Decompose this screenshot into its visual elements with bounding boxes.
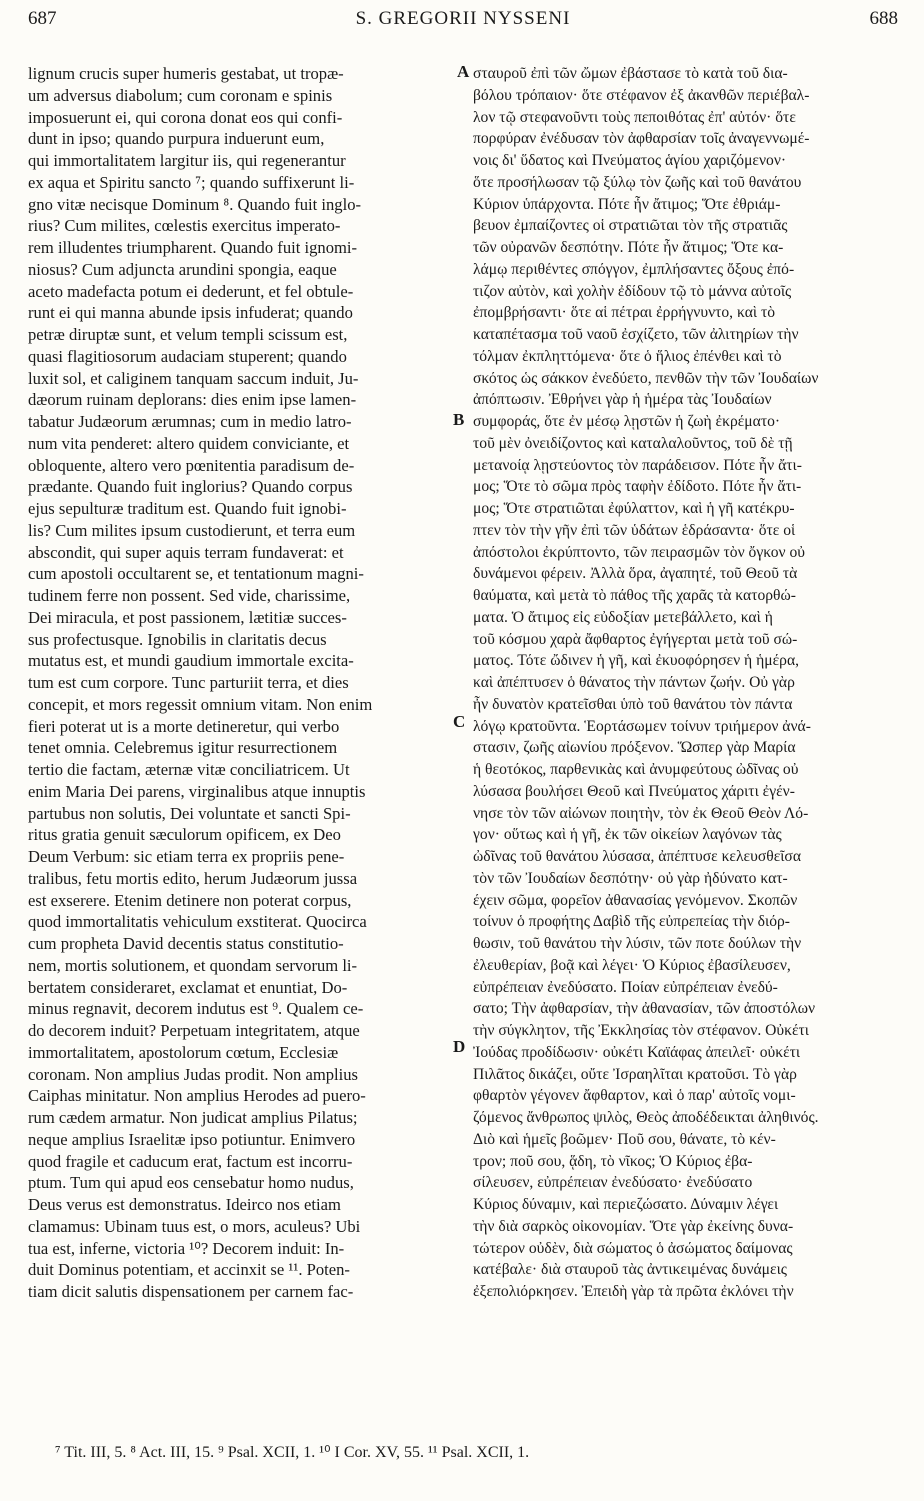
greek-text-line: έχειν σῶμα, φορεῖον ἀθανασίας γενόμενον. Σκοπῶν [473,891,798,909]
latin-text-line: clamamus: Ubinam tuus est, o mors, aculeus? Ubi [28,1216,361,1236]
latin-text-line: quod fragile et caducum erat, factum est incorru- [28,1151,353,1171]
greek-text-line: τοίνυν ὁ προφήτης Δαβὶδ τῆς εὐπρεπείας τὴν διόρ- [473,913,790,931]
latin-text-line: coronam. Non amplius Judas prodit. Non amplius [28,1064,358,1084]
greek-text-line: τὴν διὰ σαρκὸς οἰκονομίαν. Ὅτε γὰρ ἐκείνης δυνα- [473,1217,794,1235]
latin-text-line: runt ei qui manna abunde ipsis infuderat; quando [28,303,353,323]
latin-text-line: ejus sepulturæ traditum est. Quando fuit ignobi- [28,499,347,518]
greek-text-line: σταυροῦ ἐπὶ τῶν ὤμων ἐβάστασε τὸ κατὰ τοῦ δια- [473,65,788,82]
greek-column [473,63,905,1303]
latin-text-line: num vita penderet: altero quidem conviciante, et [28,433,350,453]
latin-text-line: est exserere. Etenim detinere non poterat corpus, [28,890,352,910]
section-marker-b: B [453,410,465,429]
greek-text-line: Ἰούδας προδίδωσιν· οὐκέτι Καϊάφας ἀπειλεῖ· οὐκέτι [473,1043,801,1061]
page-header [28,8,898,36]
latin-text-line: rum cædem armatur. Non judicat amplius Pilatus; [28,1108,358,1127]
greek-text-line: ἐξεπολιόρκησεν. Ἐπειδὴ γὰρ τὰ πρῶτα ἐκλόνει τὴν [473,1283,794,1300]
greek-text-line: μος; Ὅτε στρατιῶται ἐφύλαττον, καὶ ἡ γῆ κατέκρυ- [473,500,795,517]
latin-text-line: tua est, inferne, victoria ¹⁰? Decorem induit: In- [28,1238,345,1258]
latin-text-line: prædante. Quando fuit inglorius? Quando corpus [28,477,353,497]
greek-text-line: τῶν οὐρανῶν δεσπότην. Πότε ἦν ἄτιμος; Ὅτε κα- [473,239,784,256]
section-marker-d: D [453,1037,466,1056]
latin-text-line: enim Maria Dei parens, virginalibus atque innuptis [28,781,366,801]
latin-text-line: tenet omnia. Celebremus igitur resurrectionem [28,738,338,758]
latin-text-line: ritus gratia genuit sæculorum opificem, ex Deo [28,825,341,845]
greek-text-line: θωσιν, τοῦ θανάτου τὴν λύσιν, τῶν ποτε δούλων τὴν [473,935,802,952]
greek-text-line: πορφύραν ἐνέδυσαν τὸν ἀφθαρσίαν τοῖς ἀναγεννωμέ- [473,130,810,148]
latin-text-line: tertio die factam, æternæ vitæ conciliatricem. Ut [28,760,350,779]
greek-text-line: νησε τὸν τῶν αἰώνων ποιητὴν, τὸν ἐκ Θεοῦ Θεὸν Λό- [473,804,809,822]
latin-text-line: tralibus, fetu mortis edito, herum Judæorum jussa [28,868,358,888]
latin-text-line: Dei miracula, et post passionem, lætitiæ succes- [28,607,347,627]
greek-text-line: πτεν τὸν τὴν γῆν ἐπὶ τῶν ὑδάτων ἑδράσαντα· ὅτε οἱ [473,521,796,539]
latin-text-line: rius? Cum milites, cœlestis exercitus imperato- [28,216,341,236]
latin-text-line: um adversus diabolum; cum coronam e spinis [28,85,333,105]
greek-text-line: βόλου τρόπαιον· ὅτε στέφανον ἐξ ἀκανθῶν περιέβαλ- [473,86,810,104]
page-number-right: 688 [869,8,898,29]
greek-text-line: ἡ θεοτόκος, παρθενικὰς καὶ ἀνυμφεύτους ὠδῖνας οὐ [473,761,799,778]
greek-text-line: Πιλᾶτος δικάζει, οὔτε Ἰσραηλῖται κρατοῦσι. Τὸ γὰρ [473,1065,797,1083]
latin-text-line: tabatur Judæorum ærumnas; cum in medio latro- [28,412,352,431]
greek-text-line: ματα. Ὁ ἄτιμος εἰς εὐδοξίαν μετεβάλλετο, καὶ ἡ [473,608,773,626]
latin-text-line: petræ diruptæ sunt, et velum templi scissum est, [28,325,348,344]
latin-text-line: do decorem induit? Perpetuam integritatem, atque [28,1021,360,1040]
greek-text-line: τὴν σύγκλητον, τῆς Ἐκκλησίας τὸν στέφανον. Οὐκέτι [473,1022,809,1039]
greek-text-line: σίλευσεν, εὐπρέπειαν ἐνεδύσατο· ἐνεδύσατο [473,1174,753,1192]
latin-text-line: mutatus est, et mundi gaudium immortale excita- [28,651,354,671]
running-title: S. GREGORII NYSSENI [355,8,571,29]
greek-text-line: μετανοίᾳ λῃστεύοντος τὸν παράδεισον. Πότε ἦν ἄτι- [473,456,802,474]
latin-text-line: nem, mortis solutionem, et quondam servorum li- [28,955,358,975]
greek-text-line: νοις δι' ὕδατος καὶ Πνεύματος ἁγίου χαριζόμενον· [473,152,787,169]
latin-text-line: fieri poterat ut is a morte detineretur, qui verbo [28,716,340,736]
greek-text-line: ἀπόστολοι ἐκρύπτοντο, τῶν πειρασμῶν τὸν ὄγκον οὐ [473,543,806,561]
greek-text-line: Κύριον ὑπάρχοντα. Πότε ἦν ἄτιμος; Ὅτε ἐθριάμ- [473,195,781,213]
latin-text-line: luxit sol, et caliginem tanquam saccum induit, Ju- [28,368,359,388]
latin-text-line: partubus non solutis, Dei voluntate et sancti Spi- [28,803,351,823]
greek-text-line: φθαρτὸν γέγονεν ἄφθαρτον, καὶ ὁ παρ' αὐτοῖς νομι- [473,1087,796,1105]
greek-text-line: ἦν δυνατὸν κρατεῖσθαι ὑπὸ τοῦ θανάτου τὸν πάντα [473,695,793,713]
latin-text-line: Deum Verbum: sic etiam terra ex propriis pene- [28,847,345,866]
greek-text-line: Κύριος δύναμιν, καὶ περιεζώσατο. Δύναμιν λέγει [473,1196,779,1213]
greek-text-line: λάμῳ περιθέντες σπόγγον, ἐμπλήσαντες ὄξους ἐπό- [473,260,795,278]
latin-text-line: quod immortalitatis vehiculum exstiterat. Quocirca [28,912,367,932]
greek-text-line: καταπέτασμα τοῦ ναοῦ ἐσχίζετο, τῶν ἀλιτηρίων τὴν [473,326,799,343]
latin-column [28,63,460,1303]
greek-text-line: λον τῷ στεφανοῦντι τοὺς πεποιθότας ἐπ' αὐτόν· ὅτε [473,108,796,126]
greek-text-line: στασιν, ζωῆς αἰωνίου πρόξενον. Ὥσπερ γὰρ Μαρία [473,739,796,757]
latin-text-line: qui immortalitatem largitur iis, qui regenerantur [28,151,346,170]
greek-text-line: λύσασα βουλήσει Θεοῦ καὶ Πνεύματος χάριτι ἐγέν- [473,782,795,800]
greek-text-line: ὅτε προσήλωσαν τῷ ξύλῳ τὸν ζωῆς καὶ τοῦ θανάτου [473,173,802,191]
latin-text-line: neque amplius Israelitæ ipso potiuntur. Enimvero [28,1129,356,1149]
latin-text-line: aceto madefacta potum ei dederunt, et fel obtule- [28,281,354,301]
greek-text-line: τοῦ μὲν ὀνειδίζοντος καὶ καταλαλοῦντος, τοῦ δὲ τῇ [473,434,793,452]
greek-text-line: μος; Ὅτε τὸ σῶμα πρὸς ταφὴν ἐδίδοτο. Πότε ἦν ἄτι- [473,478,802,496]
latin-text-line: concepit, et mors regessit omnium vitam. Non enim [28,694,373,714]
greek-text-line: εὐπρέπειαν ἐνεδύσατο. Ποίαν εὐπρέπειαν ἐνεδύ- [473,978,778,996]
latin-text-line: Deus verus est demonstratus. Ideirco nos etiam [28,1195,341,1214]
latin-text-line: tum est cum corpore. Tunc parturiit terra, et dies [28,673,349,692]
greek-text-line: συμφοράς, ὅτε ἐν μέσῳ λῃστῶν ἡ ζωὴ ἐκρέματο· [473,413,781,430]
latin-text-line: tudinem ferre non possent. Sed vide, charissime, [28,586,351,605]
greek-text-line: λόγῳ κρατοῦντα. Ἑορτάσωμεν τοίνυν τριήμερον ἀνά- [473,717,811,735]
section-marker-a: A [457,62,470,81]
greek-text-line: ματος. Τότε ὤδινεν ἡ γῆ, καὶ ἐκυοφόρησεν ἡ ἡμέρα, [473,652,800,670]
latin-text-line: duit Dominus potentiam, et accinxit se ¹¹. Poten- [28,1260,350,1280]
latin-text-line: imposuerunt ei, qui corona donat eos qui confi- [28,107,343,127]
greek-text-line: γον· οὕτως καὶ ἡ γῆ, ἐκ τῶν οἰκείων λαγόνων τὰς [473,826,782,844]
greek-text-line: κατέβαλε· διὰ σταυροῦ τὰς ἀντικειμένας δυνάμεις [473,1261,787,1279]
latin-text-line: quasi flagitiosorum audaciam stuperent; quando [28,346,347,366]
latin-text-line: lignum crucis super humeris gestabat, ut tropæ- [28,64,344,83]
page-number-left: 687 [28,8,57,29]
greek-text-line: ὠδῖνας τοῦ θανάτου λύσασα, ἀπέπτυσε κελευσθεῖσα [473,848,802,865]
latin-text-line: dæorum ruinam deplorans: dies enim ipse lamen- [28,390,357,410]
greek-text-line: καὶ ἀπέπτυσεν ὁ θάνατος τὴν πάντων ζωήν. Οὐ γὰρ [473,674,795,691]
greek-text-line: τὸν τῶν Ἰουδαίων δεσπότην· οὐ γὰρ ἠδύνατο κατ- [473,869,788,887]
latin-text-line: niosus? Cum adjuncta arundini spongia, eaque [28,259,337,279]
latin-text-line: rem illudentes triumpharent. Quando fuit ignomi- [28,238,358,257]
latin-text-line: cum propheta David decentis status constitutio- [28,934,344,953]
latin-text-line: ex aqua et Spiritu sancto ⁷; quando suffixerunt li- [28,172,355,192]
greek-text-line: βευον ἐμπαίζοντες οἱ στρατιῶται τὸν τῆς στρατιᾶς [473,217,788,235]
latin-text-line: Caiphas minitatur. Non amplius Herodes ad puero- [28,1086,366,1106]
greek-text-line: τόλμαν ἐκπληττόμενα· ὅτε ὁ ἥλιος ἐπένθει καὶ τὸ [473,347,782,365]
latin-text-line: ptum. Tum qui apud eos censebatur homo nudus, [28,1173,354,1193]
section-marker-c: C [453,712,466,731]
greek-text-line: τοῦ κόσμου χαρὰ ἄφθαρτος ἐγήγερται μετὰ τοῦ σώ- [473,630,798,648]
greek-text-line: τιζον αὐτὸν, καὶ χολὴν ἐδίδουν τῷ τὸ μάννα αὐτοῖς [473,282,792,300]
greek-text-line: ἐλευθερίαν, βοᾷ καὶ λέγει· Ὁ Κύριος ἐβασίλευσεν, [473,956,791,974]
greek-text-line: ζόμενος ἄνθρωπος ψιλὸς, Θεὸς ἀποδέδεικται ἀληθινός. [473,1109,819,1126]
greek-text-line: Διὸ καὶ ἡμεῖς βοῶμεν· Ποῦ σου, θάνατε, τὸ κέν- [473,1130,776,1148]
latin-text-line: dunt in ipso; quando purpura induerunt eum, [28,129,325,149]
latin-text-line: obloquente, altero vero pœnitentia paradisum de- [28,455,355,475]
latin-text-line: sus profectusque. Ignobilis in claritatis decus [28,629,327,649]
greek-text-line: θαύματα, καὶ μετὰ τὸ πάθος τῆς χαρᾶς τὰ κατορθώ- [473,587,796,604]
greek-text-line: ἐπομβρήσαντι· ὅτε αἱ πέτραι ἐρρήγνυντο, καὶ τὸ [473,304,776,322]
greek-text-line: δυνάμενοι φέρειν. Ἀλλὰ ὅρα, ἀγαπητέ, τοῦ Θεοῦ τὰ [473,565,798,583]
latin-text-line: immortalitatem, apostolorum cœtum, Ecclesiæ [28,1042,339,1062]
latin-text-line: abscondit, qui super aquis terram fundaverat: et [28,542,344,562]
latin-text-line: minus regnavit, decorem indutus est ⁹. Qualem ce- [28,999,364,1019]
latin-text-line: tiam dicit salutis dispensationem per carnem fac- [28,1282,354,1301]
latin-text-line: bertatem consideraret, exclamat et enuntiat, Do- [28,977,348,997]
latin-text-line: gno vitæ necisque Dominum ⁸. Quando fuit inglo- [28,194,362,214]
greek-text-line: σατο; Τὴν ἀφθαρσίαν, τὴν ἀθανασίαν, τῶν ἀποστόλων [473,1000,816,1018]
latin-text-line: lis? Cum milites ipsum custodierunt, et terra eum [28,520,356,540]
greek-text-line: ἀπόπτωσιν. Ἐθρήνει γὰρ ἡ ἡμέρα τὰς Ἰουδαίων [473,391,772,409]
greek-text-line: τρον; ποῦ σου, ᾅδη, τὸ νῖκος; Ὁ Κύριος ἐβα- [473,1152,753,1170]
footnotes: ⁷ Tit. III, 5. ⁸ Act. III, 15. ⁹ Psal. XCII, 1. ¹⁰ I Cor. XV, 55. ¹¹ Psal. XCII, 1. [55,1444,530,1461]
greek-text-line: σκότος ὡς σάκκον ἐνεδύετο, πενθῶν τὴν τῶν Ἰουδαίων [473,369,819,387]
greek-text-line: τώτερον οὐδὲν, διὰ σώματος ὁ ἀσώματος δαίμονας [473,1239,793,1257]
latin-text-line: cum apostoli occultarent se, et tentationum magni- [28,564,364,584]
